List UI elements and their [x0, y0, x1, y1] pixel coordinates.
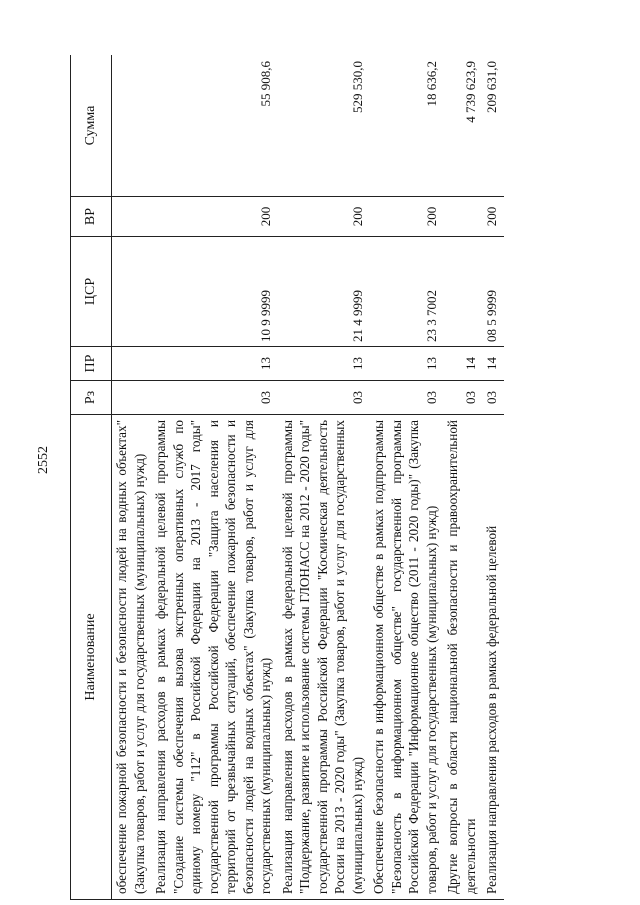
row-vr: [112, 197, 152, 237]
budget-table-rotated: [70, 55, 610, 900]
row-sum: 18 636,2: [369, 55, 443, 197]
row-rz: 03: [482, 381, 504, 415]
table-row: [482, 55, 504, 900]
table-row: [112, 55, 152, 900]
row-csr: [112, 237, 152, 347]
row-rz: 03: [369, 381, 443, 415]
row-name: Обеспечение безопасности в информационном обществе в рамках подпрограммы "Безопасность в информационном обществе" государственной программы Российской Федерации "Информационное общество (2011 - 2020 годы)" (Закупка товаров, работ и услуг для государственных (муниципальных) нужд): [369, 415, 443, 900]
table-row: [369, 55, 443, 900]
row-pr: 13: [278, 347, 370, 381]
table-row: [443, 55, 482, 900]
row-csr: 10 9 9999: [151, 237, 278, 347]
table-header-row: [71, 55, 112, 900]
page-number: [32, 440, 56, 480]
row-rz: 03: [443, 381, 482, 415]
row-vr: 200: [278, 197, 370, 237]
budget-table: [70, 55, 504, 900]
row-sum: [112, 55, 152, 197]
row-vr: 200: [151, 197, 278, 237]
row-pr: 14: [443, 347, 482, 381]
row-sum: 55 908,6: [151, 55, 278, 197]
table-row: [278, 55, 370, 900]
header-sum: Сумма: [71, 55, 112, 197]
header-pr: ПР: [71, 347, 112, 381]
row-sum: 529 530,0: [278, 55, 370, 197]
row-rz: 03: [151, 381, 278, 415]
row-rz: [112, 381, 152, 415]
row-name: Реализация направления расходов в рамках федеральной целевой: [482, 415, 504, 900]
row-csr: [443, 237, 482, 347]
row-sum: 209 631,0: [482, 55, 504, 197]
row-pr: [112, 347, 152, 381]
header-vr: ВР: [71, 197, 112, 237]
page-number-text: 2552: [36, 446, 51, 474]
row-pr: 14: [482, 347, 504, 381]
header-rz: Рз: [71, 381, 112, 415]
row-pr: 13: [369, 347, 443, 381]
header-csr: ЦСР: [71, 237, 112, 347]
row-pr: 13: [151, 347, 278, 381]
row-name: Реализация направления расходов в рамках федеральной целевой программы "Создание системы обеспечения вызова экстренных оперативных служб по единому номеру "112" в Российской Федерации на 2013 - 2017 годы" государственной программы Российской Федерации "Защита населения и территорий от чрезвычайных ситуаций, обеспечение пожарной безопасности и безопасности людей на водных объектах" (Закупка товаров, работ и услуг для государственных (муниципальных) нужд): [151, 415, 278, 900]
row-rz: 03: [278, 381, 370, 415]
row-name: Другие вопросы в области национальной безопасности и правоохранительной деятельности: [443, 415, 482, 900]
row-name: обеспечение пожарной безопасности и безопасности людей на водных объектах" (Закупка товаров, работ и услуг для государственных (муниципальных) нужд): [112, 415, 152, 900]
header-name: Наименование: [71, 415, 112, 900]
row-vr: [443, 197, 482, 237]
row-csr: 21 4 9999: [278, 237, 370, 347]
budget-table-container: [70, 55, 610, 900]
row-vr: 200: [369, 197, 443, 237]
row-sum: 4 739 623,9: [443, 55, 482, 197]
table-row: [151, 55, 278, 900]
row-csr: 08 5 9999: [482, 237, 504, 347]
row-csr: 23 3 7002: [369, 237, 443, 347]
row-name: Реализация направления расходов в рамках федеральной целевой программы "Поддержание, развитие и использование системы ГЛОНАСС на 2012 - 2020 годы" государственной программы Российской Федерации "Космическая деятельность России на 2013 - 2020 годы" (Закупка товаров, работ и услуг для государственных (муниципальных) нужд): [278, 415, 370, 900]
row-vr: 200: [482, 197, 504, 237]
